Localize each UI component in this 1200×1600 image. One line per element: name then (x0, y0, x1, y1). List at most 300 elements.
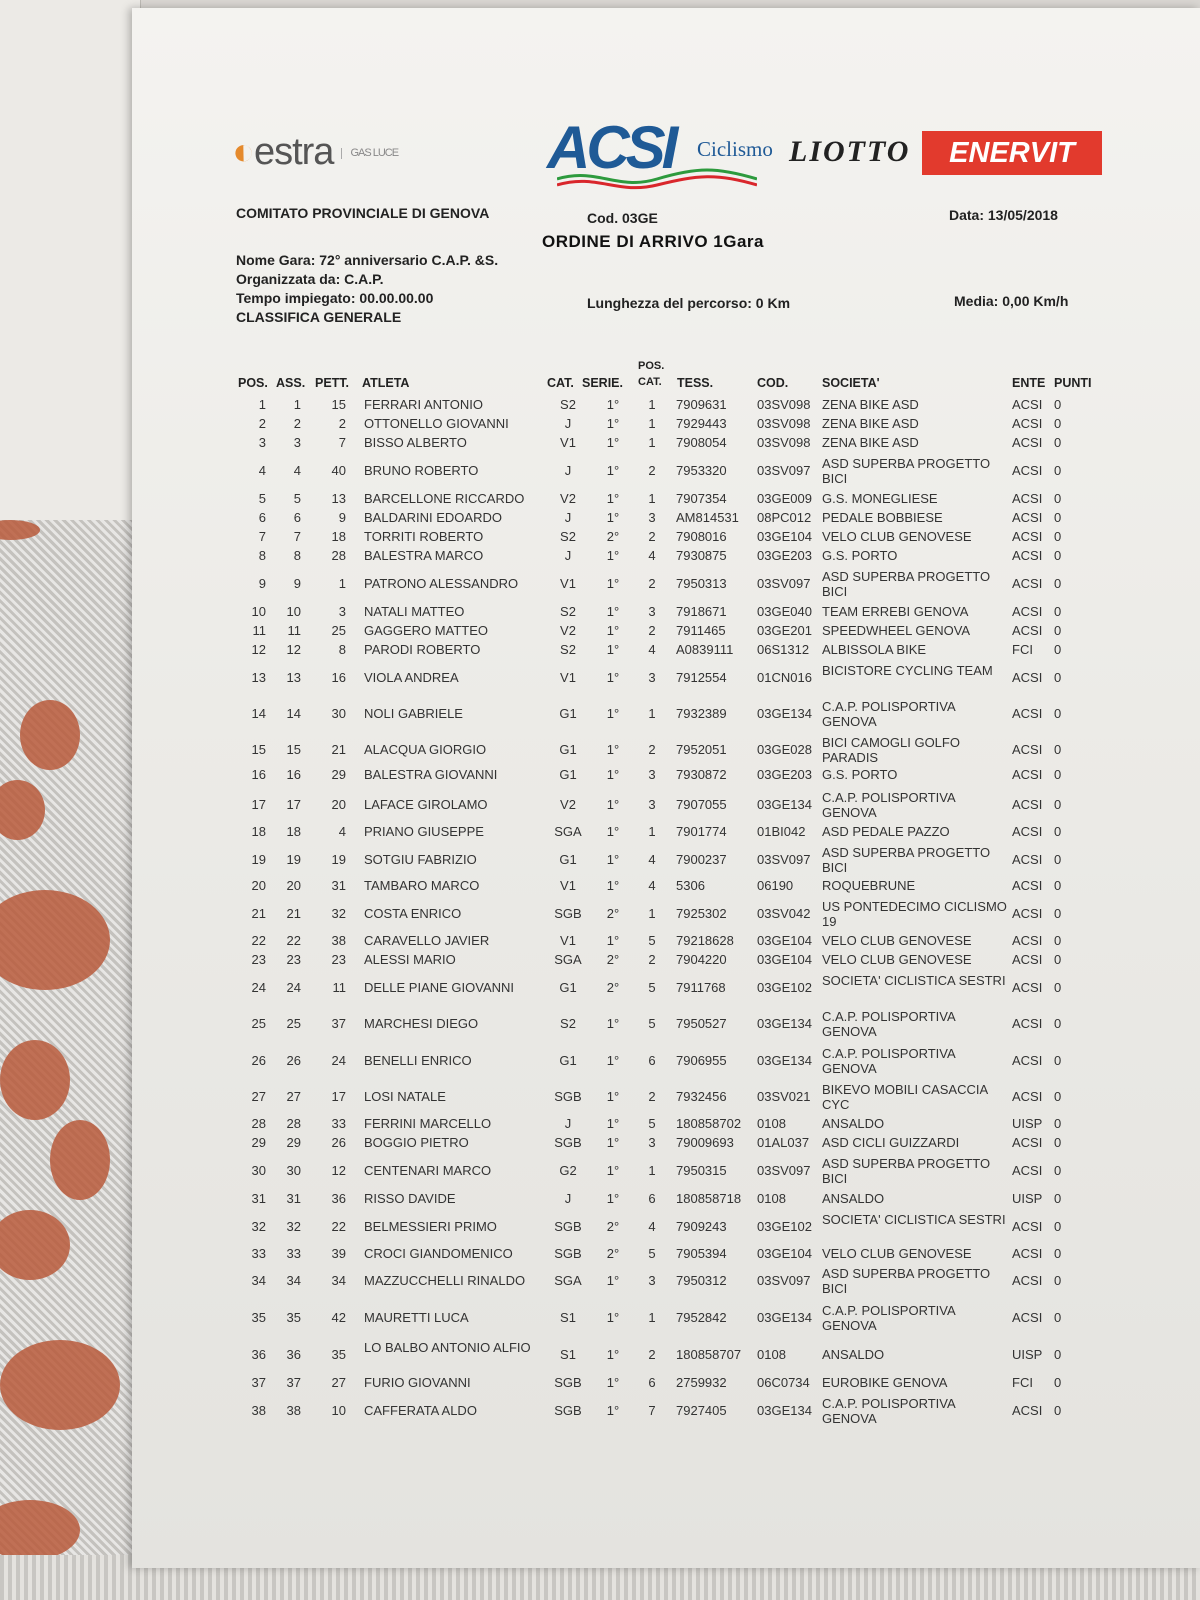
cell-serie: 2° (606, 906, 620, 921)
cell-pett: 2 (338, 416, 346, 431)
cell-pos-cat: 5 (648, 1116, 656, 1131)
cell-atleta: BALDARINI EDOARDO (364, 510, 502, 525)
cell-serie: 1° (606, 878, 620, 893)
cell-cod: 08PC012 (757, 510, 812, 525)
cell-ass: 13 (286, 670, 301, 685)
tablecloth-pattern (50, 1120, 110, 1200)
cell-atleta: CROCI GIANDOMENICO (364, 1246, 513, 1261)
cell-pett: 42 (331, 1310, 346, 1325)
tablecloth-pattern (0, 780, 45, 840)
table-row (132, 1008, 1200, 1040)
cell-pos-cat: 3 (648, 1135, 656, 1150)
cell-punti: 0 (1054, 463, 1062, 478)
cell-pos: 12 (251, 642, 266, 657)
cell-tess: 7950315 (676, 1163, 727, 1178)
cell-pos: 3 (258, 435, 266, 450)
cell-serie: 2° (606, 952, 620, 967)
cell-ente: ACSI (1012, 435, 1043, 450)
cell-atleta: BRUNO ROBERTO (364, 463, 479, 478)
cell-ass: 17 (286, 797, 301, 812)
committee-name: COMITATO PROVINCIALE DI GENOVA (236, 205, 490, 221)
cell-serie: 2° (606, 1219, 620, 1234)
cell-ass: 22 (286, 933, 301, 948)
cell-ente: ACSI (1012, 980, 1043, 995)
cell-ente: UISP (1012, 1347, 1043, 1362)
cell-cat: J (564, 416, 572, 431)
cell-punti: 0 (1054, 642, 1062, 657)
cell-cat: S2 (560, 642, 576, 657)
cell-punti: 0 (1054, 1016, 1062, 1031)
cell-cat: S2 (560, 1016, 576, 1031)
cell-cod: 03GE104 (757, 1246, 812, 1261)
cell-tess: 7952842 (676, 1310, 727, 1325)
cell-cod: 03SV097 (757, 463, 811, 478)
cell-cod: 03SV098 (757, 416, 811, 431)
cell-pett: 37 (331, 1016, 346, 1031)
cell-pos: 38 (251, 1403, 266, 1418)
sponsor-logos (232, 113, 1200, 203)
cell-serie: 1° (606, 548, 620, 563)
cell-ente: ACSI (1012, 1403, 1043, 1418)
cell-societa: TEAM ERREBI GENOVA (822, 604, 969, 619)
cell-pos-cat: 5 (648, 980, 656, 995)
cell-societa: ZENA BIKE ASD (822, 397, 919, 412)
col-cat: CAT. (547, 376, 574, 390)
cell-atleta: PARODI ROBERTO (364, 642, 481, 657)
cell-pett: 39 (331, 1246, 346, 1261)
cell-cod: 03GE104 (757, 529, 812, 544)
cell-atleta: BISSO ALBERTO (364, 435, 467, 450)
cell-societa: G.S. MONEGLIESE (822, 491, 938, 506)
cell-cod: 0108 (757, 1191, 786, 1206)
cell-societa: C.A.P. POLISPORTIVA GENOVA (822, 790, 955, 820)
cell-societa: BIKEVO MOBILI CASACCIA CYC (822, 1082, 988, 1112)
estra-mark-icon: ◐ (232, 131, 254, 173)
cell-ass: 26 (286, 1053, 301, 1068)
cell-atleta: LOSI NATALE (364, 1089, 446, 1104)
cell-cod: 0108 (757, 1116, 786, 1131)
cell-ente: ACSI (1012, 852, 1043, 867)
acsi-swoosh-icon (557, 165, 757, 193)
cell-cat: S2 (560, 604, 576, 619)
cell-punti: 0 (1054, 604, 1062, 619)
cell-atleta: NOLI GABRIELE (364, 706, 463, 721)
cell-ass: 7 (293, 529, 301, 544)
cell-ente: ACSI (1012, 797, 1043, 812)
estra-logo-sub: GAS LUCE (341, 148, 398, 159)
cell-tess: 7952051 (676, 742, 727, 757)
cell-ass: 31 (286, 1191, 301, 1206)
cell-cat: G1 (559, 706, 577, 721)
cell-tess: 7929443 (676, 416, 727, 431)
cell-pos-cat: 6 (648, 1191, 656, 1206)
cell-atleta: ALESSI MARIO (364, 952, 456, 967)
col-ass: ASS. (276, 376, 306, 390)
cell-atleta: VIOLA ANDREA (364, 670, 459, 685)
cell-punti: 0 (1054, 1219, 1062, 1234)
cell-tess: 7953320 (676, 463, 727, 478)
cell-cod: 03GE203 (757, 548, 812, 563)
cell-pos: 29 (251, 1135, 266, 1150)
cell-pos-cat: 5 (648, 1016, 656, 1031)
cell-cat: V2 (560, 491, 576, 506)
cell-punti: 0 (1054, 1116, 1062, 1131)
cell-pett: 26 (331, 1135, 346, 1150)
cell-pos: 33 (251, 1246, 266, 1261)
col-cod: COD. (757, 376, 789, 390)
page-title: ORDINE DI ARRIVO 1Gara (542, 232, 764, 251)
cell-tess: 180858702 (676, 1116, 742, 1131)
cell-punti: 0 (1054, 1246, 1062, 1261)
cell-tess: 7904220 (676, 952, 727, 967)
cell-punti: 0 (1054, 952, 1062, 967)
cell-pos-cat: 4 (648, 548, 656, 563)
cell-pos: 24 (251, 980, 266, 995)
cell-tess: 7901774 (676, 824, 727, 839)
cell-serie: 1° (606, 510, 620, 525)
cell-pett: 3 (338, 604, 346, 619)
cell-ente: ACSI (1012, 529, 1043, 544)
cell-ente: ACSI (1012, 623, 1043, 638)
cell-societa: BICISTORE CYCLING TEAM (822, 663, 993, 678)
cell-cod: 03GE040 (757, 604, 812, 619)
cell-serie: 1° (606, 767, 620, 782)
cell-pett: 38 (331, 933, 346, 948)
cell-atleta: NATALI MATTEO (364, 604, 465, 619)
cell-ass: 20 (286, 878, 301, 893)
col-societa: SOCIETA' (822, 376, 880, 390)
cell-ass: 33 (286, 1246, 301, 1261)
cell-serie: 1° (606, 435, 620, 450)
cell-pos: 31 (251, 1191, 266, 1206)
results-sheet (132, 8, 1200, 1568)
cell-tess: A0839111 (676, 642, 734, 657)
cell-cat: SGB (554, 1375, 582, 1390)
cell-ass: 36 (286, 1347, 301, 1362)
cell-tess: 7950313 (676, 576, 727, 591)
cell-cat: V2 (560, 797, 576, 812)
cell-ente: ACSI (1012, 706, 1043, 721)
cell-pett: 36 (331, 1191, 346, 1206)
cell-ass: 9 (293, 576, 301, 591)
cell-ass: 16 (286, 767, 301, 782)
cell-pos-cat: 3 (648, 510, 656, 525)
cell-tess: 7909243 (676, 1219, 727, 1234)
cell-cat: V1 (560, 670, 576, 685)
cell-ass: 1 (293, 397, 301, 412)
cell-cat: G1 (559, 767, 577, 782)
cell-ass: 32 (286, 1219, 301, 1234)
cell-cat: J (564, 463, 572, 478)
cell-pett: 13 (331, 491, 346, 506)
cell-cat: J (564, 1116, 572, 1131)
cell-pos: 27 (251, 1089, 266, 1104)
cell-cod: 0108 (757, 1347, 786, 1362)
cell-cod: 03SV097 (757, 852, 811, 867)
cell-atleta: PATRONO ALESSANDRO (364, 576, 519, 591)
cell-punti: 0 (1054, 491, 1062, 506)
cell-cod: 03GE102 (757, 1219, 812, 1234)
cell-cat: SGB (554, 1219, 582, 1234)
cell-serie: 1° (606, 1273, 620, 1288)
acsi-logo (547, 113, 797, 193)
cell-pos-cat: 3 (648, 670, 656, 685)
cell-atleta: MAURETTI LUCA (364, 1310, 469, 1325)
cell-pos-cat: 3 (648, 797, 656, 812)
cell-pos-cat: 1 (648, 491, 656, 506)
cell-punti: 0 (1054, 1163, 1062, 1178)
cell-pos: 9 (258, 576, 266, 591)
cell-ass: 6 (293, 510, 301, 525)
cell-atleta: OTTONELLO GIOVANNI (364, 416, 509, 431)
cell-serie: 1° (606, 623, 620, 638)
cell-tess: 79009693 (676, 1135, 734, 1150)
cell-tess: 7905394 (676, 1246, 727, 1261)
cell-punti: 0 (1054, 797, 1062, 812)
organizer: Organizzata da: C.A.P. (236, 271, 384, 287)
cell-punti: 0 (1054, 742, 1062, 757)
cell-atleta: COSTA ENRICO (364, 906, 462, 921)
cell-societa: C.A.P. POLISPORTIVA GENOVA (822, 1396, 955, 1426)
cell-ass: 8 (293, 548, 301, 563)
cell-tess: 7908016 (676, 529, 727, 544)
cell-cat: G1 (559, 1053, 577, 1068)
cell-punti: 0 (1054, 1053, 1062, 1068)
cell-pos-cat: 3 (648, 767, 656, 782)
cell-serie: 1° (606, 416, 620, 431)
col-atleta: ATLETA (362, 376, 410, 390)
table-row (132, 698, 1200, 730)
cell-societa: C.A.P. POLISPORTIVA GENOVA (822, 699, 955, 729)
cell-serie: 1° (606, 1089, 620, 1104)
background-paper (0, 0, 141, 520)
cell-atleta: BENELLI ENRICO (364, 1053, 472, 1068)
cell-tess: 7911768 (676, 980, 726, 995)
cell-tess: 7932456 (676, 1089, 727, 1104)
cell-ass: 12 (286, 642, 301, 657)
cell-serie: 1° (606, 670, 620, 685)
cell-pett: 10 (331, 1403, 346, 1418)
cell-cat: SGA (554, 824, 582, 839)
cell-ente: UISP (1012, 1116, 1043, 1131)
cell-pett: 24 (331, 1053, 346, 1068)
cell-pos: 26 (251, 1053, 266, 1068)
cell-pett: 12 (331, 1163, 346, 1178)
enervit-logo (922, 131, 1102, 175)
cell-ente: UISP (1012, 1191, 1043, 1206)
cell-societa: VELO CLUB GENOVESE (822, 952, 972, 967)
cell-cod: 01AL037 (757, 1135, 810, 1150)
cell-pett: 34 (331, 1273, 346, 1288)
cell-pos-cat: 4 (648, 852, 656, 867)
cell-ass: 37 (286, 1375, 301, 1390)
cell-pett: 22 (331, 1219, 346, 1234)
cell-cod: 06S1312 (757, 642, 810, 657)
cell-ass: 5 (293, 491, 301, 506)
cell-serie: 1° (606, 1135, 620, 1150)
cell-pett: 19 (331, 852, 346, 867)
cell-societa: ASD PEDALE PAZZO (822, 824, 950, 839)
table-row (132, 662, 1200, 694)
table-row (132, 1265, 1200, 1297)
cell-pos: 36 (251, 1347, 266, 1362)
cell-pos-cat: 6 (648, 1053, 656, 1068)
col-serie: SERIE. (582, 376, 623, 390)
cell-societa: US PONTEDECIMO CICLISMO 19 (822, 899, 1007, 929)
cell-ente: ACSI (1012, 1246, 1043, 1261)
cell-pos-cat: 3 (648, 1273, 656, 1288)
cell-pos-cat: 2 (648, 463, 656, 478)
cell-tess: 7950312 (676, 1273, 727, 1288)
cell-pos: 25 (251, 1016, 266, 1031)
tablecloth-pattern (20, 700, 80, 770)
cell-societa: VELO CLUB GENOVESE (822, 933, 972, 948)
cell-pos: 6 (258, 510, 266, 525)
cell-cod: 03SV042 (757, 906, 811, 921)
col-punti: PUNTI (1054, 376, 1092, 390)
cell-societa: ASD SUPERBA PROGETTO BICI (822, 456, 991, 486)
cell-ente: ACSI (1012, 878, 1043, 893)
cell-societa: ANSALDO (822, 1116, 885, 1131)
cell-pos-cat: 1 (648, 1163, 656, 1178)
col-pos-cat-top: POS. (638, 360, 665, 372)
cell-pett: 35 (331, 1347, 346, 1362)
cell-societa: EUROBIKE GENOVA (822, 1375, 948, 1390)
cell-tess: 2759932 (676, 1375, 727, 1390)
cell-societa: ZENA BIKE ASD (822, 416, 919, 431)
cell-punti: 0 (1054, 1273, 1062, 1288)
cell-punti: 0 (1054, 933, 1062, 948)
committee-code: Cod. 03GE (587, 210, 658, 226)
cell-atleta: FURIO GIOVANNI (364, 1375, 471, 1390)
cell-pos-cat: 1 (648, 1310, 656, 1325)
cell-atleta: TORRITI ROBERTO (364, 529, 484, 544)
cell-pos-cat: 4 (648, 1219, 656, 1234)
cell-pos-cat: 5 (648, 1246, 656, 1261)
cell-ente: ACSI (1012, 1053, 1043, 1068)
cell-pos: 21 (251, 906, 266, 921)
cell-ass: 14 (286, 706, 301, 721)
cell-ente: ACSI (1012, 510, 1043, 525)
cell-cat: SGA (554, 952, 582, 967)
cell-atleta: BALESTRA GIOVANNI (364, 767, 498, 782)
cell-cod: 03GE134 (757, 706, 812, 721)
cell-cat: G1 (559, 980, 577, 995)
cell-punti: 0 (1054, 1375, 1062, 1390)
cell-societa: ASD CICLI GUIZZARDI (822, 1135, 960, 1150)
cell-cat: V1 (560, 878, 576, 893)
cell-serie: 1° (606, 1310, 620, 1325)
cell-atleta: BARCELLONE RICCARDO (364, 491, 525, 506)
cell-cod: 03GE009 (757, 491, 812, 506)
cell-cod: 03GE102 (757, 980, 812, 995)
cell-cat: V1 (560, 576, 576, 591)
cell-ass: 34 (286, 1273, 301, 1288)
cell-ente: ACSI (1012, 491, 1043, 506)
cell-pos: 1 (258, 397, 266, 412)
cell-atleta: MARCHESI DIEGO (364, 1016, 479, 1031)
cell-pett: 28 (331, 548, 346, 563)
cell-cat: G2 (559, 1163, 577, 1178)
cell-pos: 34 (251, 1273, 266, 1288)
cell-ente: ACSI (1012, 1219, 1043, 1234)
cell-serie: 1° (606, 491, 620, 506)
cell-atleta: CARAVELLO JAVIER (364, 933, 490, 948)
cell-ente: ACSI (1012, 576, 1043, 591)
cell-tess: 5306 (676, 878, 705, 893)
cell-serie: 1° (606, 1403, 620, 1418)
cell-ente: ACSI (1012, 933, 1043, 948)
cell-societa: ASD SUPERBA PROGETTO BICI (822, 1156, 991, 1186)
cell-cod: 03SV097 (757, 1163, 811, 1178)
cell-pos: 32 (251, 1219, 266, 1234)
cell-pett: 15 (331, 397, 346, 412)
cell-societa: BICI CAMOGLI GOLFO PARADIS (822, 735, 960, 765)
cell-cod: 06C0734 (757, 1375, 810, 1390)
cell-tess: 7925302 (676, 906, 727, 921)
cell-serie: 1° (606, 1053, 620, 1068)
cell-pos: 22 (251, 933, 266, 948)
cell-pos: 23 (251, 952, 266, 967)
col-ente: ENTE (1012, 376, 1046, 390)
table-row (132, 1302, 1200, 1334)
cell-punti: 0 (1054, 980, 1062, 995)
cell-cat: SGB (554, 1246, 582, 1261)
cell-punti: 0 (1054, 706, 1062, 721)
cell-pos-cat: 4 (648, 878, 656, 893)
cell-serie: 1° (606, 1191, 620, 1206)
cell-cat: S1 (560, 1347, 576, 1362)
cell-pos-cat: 7 (648, 1403, 656, 1418)
cell-ente: ACSI (1012, 463, 1043, 478)
cell-pett: 7 (338, 435, 346, 450)
cell-tess: 7908054 (676, 435, 727, 450)
cell-cod: 03GE201 (757, 623, 812, 638)
cell-tess: 7909631 (676, 397, 727, 412)
cell-societa: ALBISSOLA BIKE (822, 642, 927, 657)
table-row (132, 972, 1200, 1004)
cell-ente: ACSI (1012, 1273, 1043, 1288)
cell-atleta: FERRARI ANTONIO (364, 397, 483, 412)
cell-ass: 25 (286, 1016, 301, 1031)
cell-punti: 0 (1054, 1089, 1062, 1104)
cell-pett: 17 (331, 1089, 346, 1104)
cell-tess: 79218628 (676, 933, 734, 948)
cell-punti: 0 (1054, 824, 1062, 839)
cell-pos-cat: 2 (648, 742, 656, 757)
cell-cod: 03SV098 (757, 397, 811, 412)
acsi-ciclismo-text: Ciclismo (697, 137, 773, 161)
cell-ass: 27 (286, 1089, 301, 1104)
cell-societa: PEDALE BOBBIESE (822, 510, 943, 525)
cell-cod: 01BI042 (757, 824, 806, 839)
cell-ente: ACSI (1012, 1163, 1043, 1178)
cell-societa: ROQUEBRUNE (822, 878, 916, 893)
cell-punti: 0 (1054, 1403, 1062, 1418)
cell-societa: SPEEDWHEEL GENOVA (822, 623, 971, 638)
cell-punti: 0 (1054, 878, 1062, 893)
cell-pos: 16 (251, 767, 266, 782)
cell-ente: FCI (1012, 642, 1033, 657)
cell-serie: 1° (606, 604, 620, 619)
cell-ente: ACSI (1012, 824, 1043, 839)
cell-cat: V1 (560, 435, 576, 450)
cell-cat: J (564, 1191, 572, 1206)
cell-societa: G.S. PORTO (822, 548, 898, 563)
cell-pos-cat: 1 (648, 397, 656, 412)
average-speed: Media: 0,00 Km/h (954, 293, 1069, 309)
cell-ass: 15 (286, 742, 301, 757)
